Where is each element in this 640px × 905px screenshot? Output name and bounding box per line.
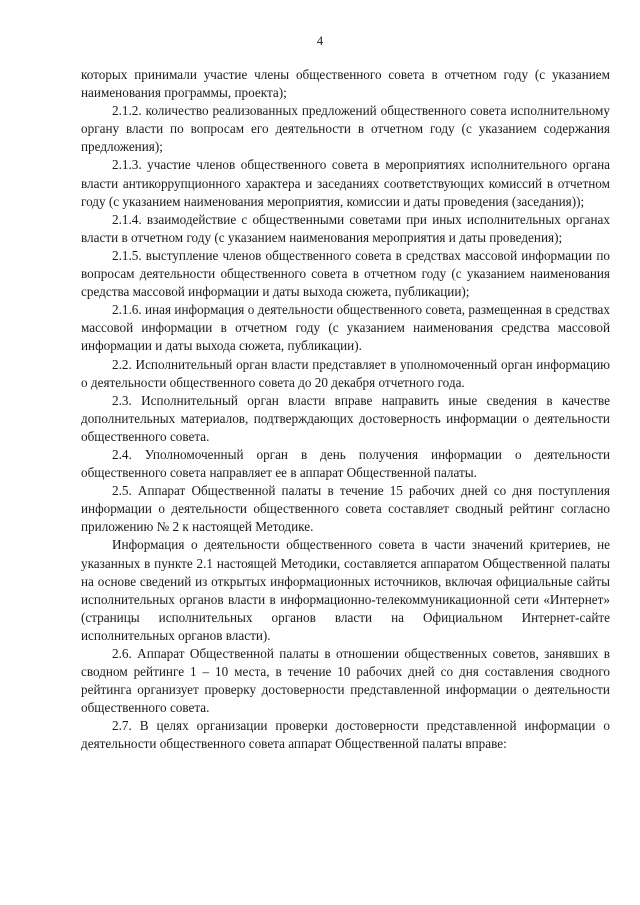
paragraph-2-1-2: 2.1.2. количество реализованных предложений общественного совета исполнительному органу власти по вопросам его деятельности в отчетном году (с указанием содержания предложения); xyxy=(81,103,610,155)
paragraph-2-1-3: 2.1.3. участие членов общественного совета в мероприятиях исполнительного органа власти антикоррупционного характера и заседаниях соответствующих комиссий в отчетном году (с указанием наименования мероприятия, комиссии и даты проведения (заседания)); xyxy=(81,157,610,209)
paragraph-2-1-6: 2.1.6. иная информация о деятельности общественного совета, размещенная в средствах массовой информации в отчетном году (с указанием наименования средства массовой информации и даты выхода сюжета, публикации). xyxy=(81,302,610,354)
paragraph-2-3: 2.3. Исполнительный орган власти вправе направить иные сведения в качестве дополнительных материалов, подтверждающих достоверность информации о деятельности общественного совета. xyxy=(81,392,610,444)
paragraph-2-5: 2.5. Аппарат Общественной палаты в течение 15 рабочих дней со дня поступления информации о деятельности общественного совета составляет сводный рейтинг согласно приложению № 2 к настоящей Методике. xyxy=(81,483,610,535)
paragraph-2-1-4: 2.1.4. взаимодействие с общественными советами при иных исполнительных органах власти в отчетном году (с указанием наименования мероприятия и даты проведения); xyxy=(81,211,610,245)
paragraph-2-4: 2.4. Уполномоченный орган в день получения информации о деятельности общественного совета направляет ее в аппарат Общественной палаты. xyxy=(81,446,610,481)
paragraph-2-1-5: 2.1.5. выступление членов общественного совета в средствах массовой информации по вопросам деятельности общественного совета в отчетном году (с указанием наименования средства массовой информации и даты выхода сюжета, публикации); xyxy=(81,247,610,300)
paragraph-continuation: которых принимали участие члены общественного совета в отчетном году (с указанием наименования программы, проекта); xyxy=(81,67,610,101)
paragraph-information-note: Информация о деятельности общественного совета в части значений критериев, не указанных в пункте 2.1 настоящей Методики, составляется аппаратом Общественной палаты на основе сведений из открытых информационных источников, включая официальные сайты исполнительных органов власти в информационно-телекоммуникационной сети «Интернет» (страницы исполнительных органов власти на Официальном Интернет-сайте исполнительных органов власти). xyxy=(81,537,610,643)
page-number: 4 xyxy=(316,34,324,48)
paragraph-2-7: 2.7. В целях организации проверки достоверности представленной информации о деятельности общественного совета аппарат Общественной палаты вправе: xyxy=(81,718,610,752)
paragraph-2-2: 2.2. Исполнительный орган власти представляет в уполномоченный орган информацию о деятельности общественного совета до 20 декабря отчетного года. xyxy=(81,356,610,390)
document-body xyxy=(81,66,610,754)
paragraph-2-6: 2.6. Аппарат Общественной палаты в отношении общественных советов, занявших в сводном рейтинге 1 – 10 места, в течение 10 рабочих дней со дня составления сводного рейтинга организует проверку достоверности представленной информации о деятельности общественного совета. xyxy=(81,646,610,716)
